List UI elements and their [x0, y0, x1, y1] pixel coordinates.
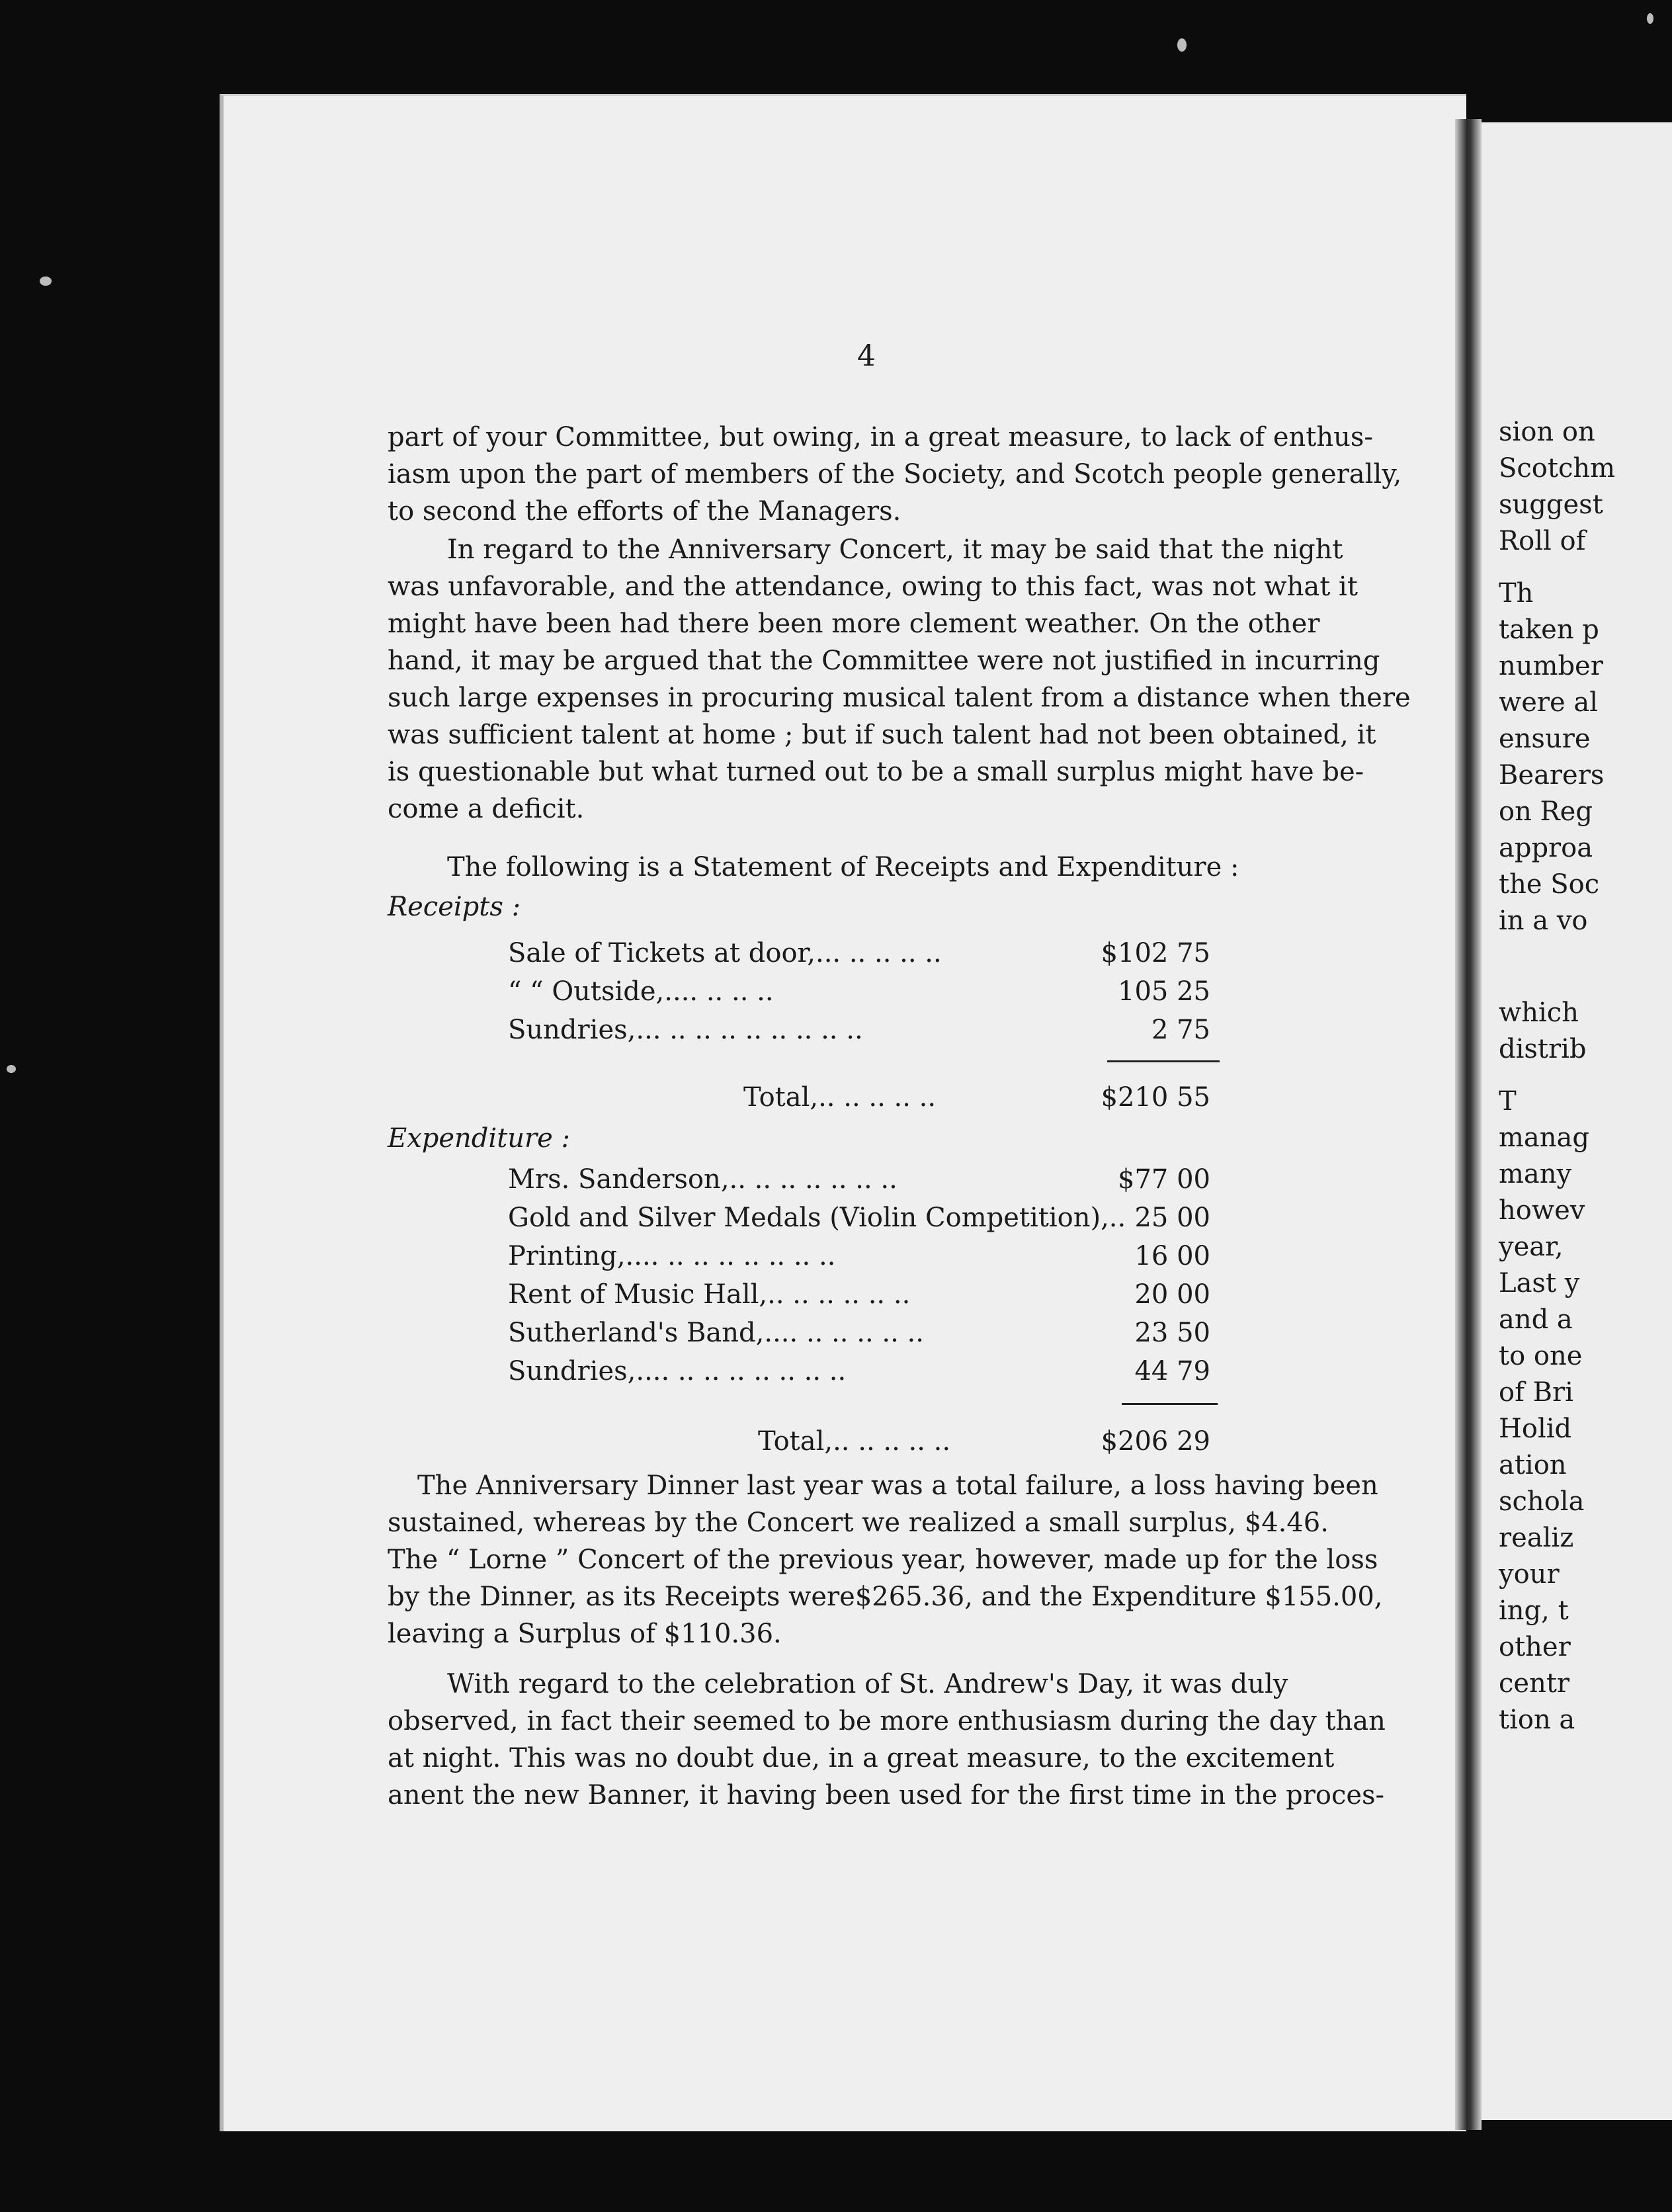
right-page-fragment: suggest: [1499, 489, 1603, 520]
right-page-fragment: number: [1499, 651, 1603, 681]
intro-line: iasm upon the part of members of the Society, and Scotch people generally,: [388, 459, 1402, 489]
right-page-fragment: ation: [1499, 1450, 1567, 1480]
expenditure-heading: Expenditure :: [388, 1123, 571, 1154]
right-page-fragment: distrib: [1499, 1034, 1587, 1064]
intro-line: to second the efforts of the Managers.: [388, 496, 901, 527]
right-page-fragment: howev: [1499, 1195, 1585, 1226]
expenditure-label: Mrs. Sanderson,.. .. .. .. .. .. ..: [508, 1164, 898, 1195]
receipts-total-label: Total,.. .. .. .. ..: [743, 1082, 937, 1113]
receipts-heading: Receipts :: [388, 892, 521, 922]
concert-paragraph-line: hand, it may be argued that the Committee were not justified in incurring: [388, 646, 1380, 676]
dinner-paragraph-line: leaving a Surplus of $110.36.: [388, 1619, 782, 1649]
concert-paragraph-line: was unfavorable, and the attendance, owing to this fact, was not what it: [388, 572, 1358, 602]
right-page-fragment: many: [1499, 1159, 1572, 1189]
right-page-fragment: your: [1499, 1559, 1560, 1590]
receipts-total-amount: $210 55: [1101, 1082, 1210, 1113]
statement-intro: The following is a Statement of Receipts and Expenditure :: [447, 852, 1239, 882]
right-page-fragment: the Soc: [1499, 869, 1600, 900]
concert-paragraph-line: is questionable but what turned out to be a small surplus might have be-: [388, 757, 1364, 787]
left-page: [220, 94, 1466, 2131]
expenditure-label: Rent of Music Hall,.. .. .. .. .. ..: [508, 1279, 911, 1310]
dinner-paragraph-line: by the Dinner, as its Receipts were$265.36, and the Expenditure $155.00,: [388, 1582, 1383, 1612]
page-number: 4: [857, 339, 876, 373]
right-page-fragment: sion on: [1499, 417, 1595, 447]
dinner-paragraph-line: The Anniversary Dinner last year was a total failure, a loss having been: [417, 1470, 1378, 1501]
concert-paragraph-line: In regard to the Anniversary Concert, it may be said that the night: [447, 534, 1343, 565]
scan-speck: [1177, 38, 1187, 52]
concert-paragraph-line: such large expenses in procuring musical talent from a distance when there: [388, 683, 1411, 713]
expenditure-amount: 23 50: [1134, 1318, 1210, 1348]
right-page-fragment: Holid: [1499, 1414, 1572, 1444]
andrews-paragraph-line: at night. This was no doubt due, in a great measure, to the excitement: [388, 1743, 1335, 1773]
andrews-paragraph-line: With regard to the celebration of St. Andrew's Day, it was duly: [447, 1669, 1288, 1699]
expenditure-amount: 16 00: [1134, 1241, 1210, 1271]
right-page-fragment: ing, t: [1499, 1595, 1569, 1626]
right-page-fragment: taken p: [1499, 615, 1599, 645]
right-page-fragment: and a: [1499, 1304, 1573, 1335]
right-page-fragment: in a vo: [1499, 906, 1588, 936]
concert-paragraph-line: come a deficit.: [388, 794, 585, 824]
right-page-fragment: Scotchm: [1499, 453, 1616, 484]
right-page-fragment: Last y: [1499, 1268, 1580, 1298]
expenditure-amount: 44 79: [1134, 1356, 1210, 1386]
dinner-paragraph-line: sustained, whereas by the Concert we realized a small surplus, $4.46.: [388, 1508, 1329, 1538]
receipt-label: Sale of Tickets at door,... .. .. .. ..: [508, 938, 942, 968]
right-page-fragment: Bearers: [1499, 760, 1605, 790]
expenditure-total-amount: $206 29: [1101, 1426, 1210, 1457]
right-page-fragment: T: [1499, 1086, 1517, 1117]
dinner-paragraph-line: The “ Lorne ” Concert of the previous year, however, made up for the loss: [388, 1545, 1378, 1575]
right-page-fragment: which: [1499, 998, 1579, 1028]
total-rule: [1122, 1403, 1218, 1405]
right-page-fragment: of Bri: [1499, 1377, 1573, 1408]
receipt-amount: $102 75: [1101, 938, 1210, 968]
right-page-fragment: tion a: [1499, 1705, 1575, 1735]
expenditure-label: Sundries,.... .. .. .. .. .. .. ..: [508, 1356, 847, 1386]
right-page-fragment: centr: [1499, 1668, 1570, 1699]
expenditure-amount: 25 00: [1134, 1203, 1210, 1233]
book-gutter: [1455, 119, 1482, 2130]
right-page-fragment: schola: [1499, 1486, 1585, 1517]
right-page-fragment: ensure: [1499, 724, 1591, 754]
expenditure-label: Printing,.... .. .. .. .. .. .. ..: [508, 1241, 836, 1271]
right-page-fragment: manag: [1499, 1123, 1589, 1153]
right-page-fragment: other: [1499, 1632, 1571, 1662]
expenditure-label: Sutherland's Band,.... .. .. .. .. ..: [508, 1318, 924, 1348]
receipt-label: Sundries,... .. .. .. .. .. .. .. ..: [508, 1015, 863, 1045]
right-page-fragment: on Reg: [1499, 796, 1593, 827]
intro-line: part of your Committee, but owing, in a great measure, to lack of enthus-: [388, 422, 1373, 452]
andrews-paragraph-line: anent the new Banner, it having been used for the first time in the proces-: [388, 1780, 1385, 1810]
concert-paragraph-line: might have been had there been more clement weather. On the other: [388, 609, 1320, 639]
right-page-fragment: realiz: [1499, 1523, 1574, 1553]
expenditure-label: Gold and Silver Medals (Violin Competition),..: [508, 1203, 1126, 1233]
expenditure-amount: 20 00: [1134, 1279, 1210, 1310]
scan-speck: [1647, 13, 1653, 24]
right-page: [1482, 122, 1672, 2120]
receipt-label: “ “ Outside,.... .. .. ..: [508, 976, 774, 1007]
andrews-paragraph-line: observed, in fact their seemed to be more enthusiasm during the day than: [388, 1706, 1386, 1736]
expenditure-total-label: Total,.. .. .. .. ..: [758, 1426, 951, 1457]
concert-paragraph-line: was sufficient talent at home ; but if such talent had not been obtained, it: [388, 720, 1376, 750]
right-page-fragment: approa: [1499, 833, 1593, 863]
right-page-fragment: year,: [1499, 1232, 1564, 1262]
right-page-fragment: Th: [1499, 578, 1534, 609]
right-page-fragment: to one: [1499, 1341, 1583, 1371]
scan-speck: [7, 1065, 16, 1073]
receipt-amount: 2 75: [1151, 1015, 1210, 1045]
right-page-fragment: were al: [1499, 687, 1599, 718]
receipt-amount: 105 25: [1118, 976, 1210, 1007]
right-page-fragment: Roll of: [1499, 526, 1586, 556]
expenditure-amount: $77 00: [1118, 1164, 1210, 1195]
scan-speck: [40, 276, 52, 286]
total-rule: [1107, 1060, 1220, 1062]
